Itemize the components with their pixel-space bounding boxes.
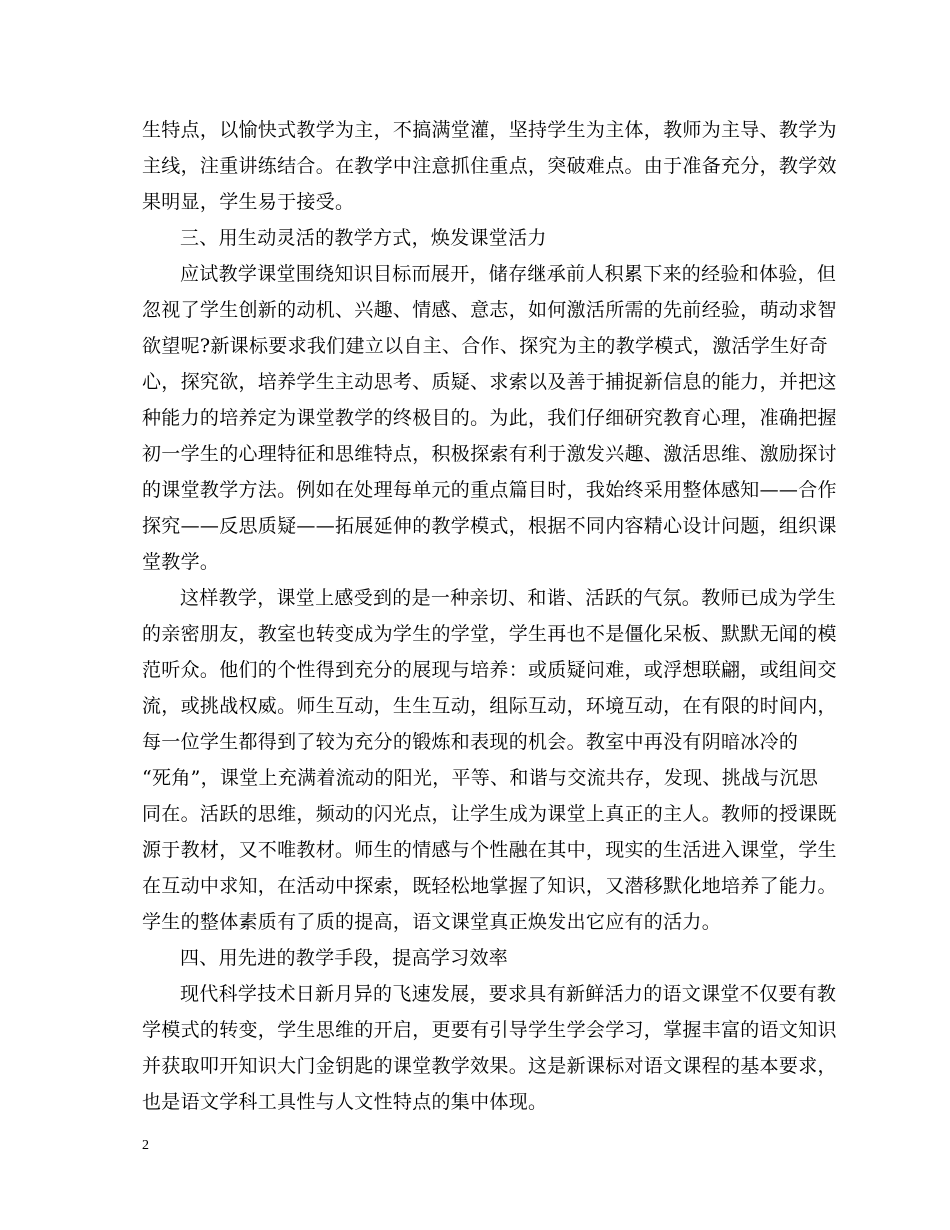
- text-line: 学模式的转变，学生思维的开启，更要有引导学生学会学习，掌握丰富的语文知识: [142, 1019, 837, 1041]
- text-line: 学生的整体素质有了质的提高，语文课堂真正焕发出它应有的活力。: [142, 911, 722, 933]
- text-line: 生特点，以愉快式教学为主，不搞满堂灌，坚持学生为主体，教师为主导、教学为: [142, 119, 837, 141]
- text-line: 源于教材，又不唯教材。师生的情感与个性融在其中，现实的生活进入课堂，学生: [142, 839, 837, 861]
- text-line: 也是语文学科工具性与人文性特点的集中体现。: [142, 1091, 548, 1113]
- page-number: 2: [142, 1138, 149, 1153]
- text-line: 流，或挑战权威。师生互动，生生互动，组际互动，环境互动，在有限的时间内，: [142, 695, 837, 717]
- text-line: 的课堂教学方法。例如在处理每单元的重点篇目时，我始终采用整体感知——合作: [142, 479, 837, 501]
- section-heading: 三、用生动灵活的教学方式，焕发课堂活力: [180, 227, 547, 249]
- section-heading: 四、用先进的教学手段，提高学习效率: [180, 947, 509, 969]
- text-line: 堂教学。: [142, 551, 220, 573]
- text-line: 每一位学生都得到了较为充分的锻炼和表现的机会。教室中再没有阴暗冰冷的: [142, 731, 799, 753]
- text-line: “死角”，课堂上充满着流动的阳光，平等、和谐与交流共存，发现、挑战与沉思: [142, 767, 819, 789]
- text-line: 应试教学课堂围绕知识目标而展开，储存继承前人积累下来的经验和体验，但: [180, 263, 837, 285]
- text-line: 主线，注重讲练结合。在教学中注意抓住重点，突破难点。由于准备充分，教学效: [142, 155, 837, 177]
- text-line: 这样教学，课堂上感受到的是一种亲切、和谐、活跃的气氛。教师已成为学生: [180, 587, 837, 609]
- text-line: 种能力的培养定为课堂教学的终极目的。为此，我们仔细研究教育心理，准确把握: [142, 407, 837, 429]
- text-line: 范听众。他们的个性得到充分的展现与培养：或质疑问难，或浮想联翩，或组间交: [142, 659, 837, 681]
- text-line: 的亲密朋友，教室也转变成为学生的学堂，学生再也不是僵化呆板、默默无闻的模: [142, 623, 837, 645]
- text-line: 探究——反思质疑——拓展延伸的教学模式，根据不同内容精心设计问题，组织课: [142, 515, 837, 537]
- text-line: 现代科学技术日新月异的飞速发展，要求具有新鲜活力的语文课堂不仅要有教: [180, 983, 837, 1005]
- text-line: 同在。活跃的思维，频动的闪光点，让学生成为课堂上真正的主人。教师的授课既: [142, 803, 837, 825]
- text-line: 果明显，学生易于接受。: [142, 191, 355, 213]
- text-line: 心，探究欲，培养学生主动思考、质疑、求索以及善于捕捉新信息的能力，并把这: [142, 371, 837, 393]
- text-line: 并获取叩开知识大门金钥匙的课堂教学效果。这是新课标对语文课程的基本要求，: [142, 1055, 837, 1077]
- text-line: 忽视了学生创新的动机、兴趣、情感、意志，如何激活所需的先前经验，萌动求智: [142, 299, 837, 321]
- text-line: 初一学生的心理特征和思维特点，积极探索有利于激发兴趣、激活思维、激励探讨: [142, 443, 837, 465]
- text-line: 在互动中求知，在活动中探索，既轻松地掌握了知识，又潜移默化地培养了能力。: [142, 875, 837, 897]
- text-line: 欲望呢?新课标要求我们建立以自主、合作、探究为主的教学模式，激活学生好奇: [142, 335, 828, 357]
